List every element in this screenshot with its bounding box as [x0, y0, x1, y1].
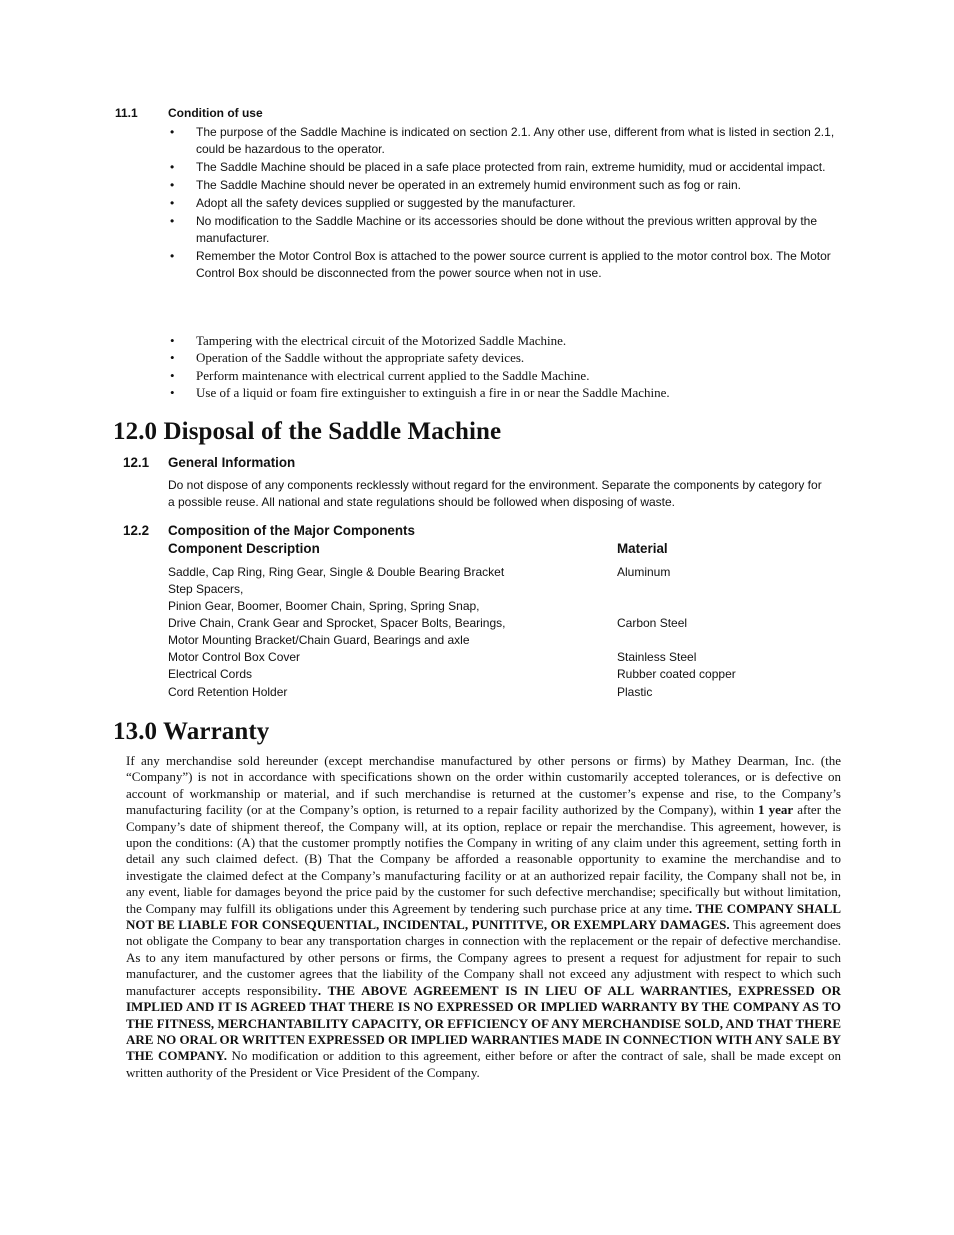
table-row — [168, 666, 848, 684]
warranty-text: If any merchandise sold hereunder (except merchandise manufactured by other persons or firms) by Mathey Dearman, Inc. (the “Company”) is not in accordance with specifications shown on the order within customarily accepted tolerances, or is defective on account of workmanship or material, and if such merchandise is returned at the customer’s expense and rise, to the Company’s manufacturing facility (or at the Company’s option, is returned to a repair facility authorized by the Company), within 1 year after the Company’s date of shipment thereof, the Company will, at its option, replace or repair the merchandise. This agreement, however, is upon the conditions: (A) that the customer promptly notifies the Company in writing of any claim under this agreement, setting forth in detail any such claimed defect. (B) That the Company be afforded a reasonable opportunity to examine the merchandise and to investigate the claimed defect at the Company’s manufacturing facility or at an authorized repair facility, the Company shall not be, in any event, liable for damages beyond the price paid by the customer for such defective merchandise; specifically but without limitation, the Company may fulfill its obligations under this Agreement by tendering such purchase price at any time. THE COMPANY SHALL NOT BE LIABLE FOR CONSEQUENTIAL, INCIDENTAL, PUNITITVE, OR EXEMPLARY DAMAGES. This agreement does not obligate the Company to bear any transportation charges in connection with the replacement or the repair of defective merchandise. As to any item manufactured by other persons or firms, the Company agrees to present a request for adjustment for repair to such manufacturer, and the customer agrees that the liability of the Company shall not exceed any adjustment with respect to which such manufacturer accepts responsibility. THE ABOVE AGREEMENT IS IN LIEU OF ALL WARRANTIES, EXPRESSED OR IMPLIED AND IT IS AGREED THAT THERE IS NO EXPRESSED OR IMPLIED WARRANTY BY THE COMPANY AS TO THE FITNESS, MERCHANTABILITY CAPACITY, OR EFFICIENCY OF ANY MERCHANDISE SOLD, AND THAT THERE ARE NO ORAL OR WRITTEN EXPRESSED OR IMPLIED WARRANTIES MADE IN CONNECTION WITH ANY SALE BY THE COMPANY. No modification or addition to this agreement, either before or after the contract of sale, shall be made except on written authority of the President or Vice President of the Company. — [126, 753, 842, 1080]
components-table — [168, 564, 848, 701]
component-description: Electrical Cords — [168, 667, 253, 681]
component-description: Motor Mounting Bracket/Chain Guard, Bearings and axle — [168, 633, 470, 647]
list-item: • Operation of the Saddle without the appropriate safety devices. — [170, 350, 525, 366]
component-description: Saddle, Cap Ring, Ring Gear, Single & Double Bearing Bracket — [168, 565, 505, 579]
component-material: Aluminum — [617, 565, 671, 579]
table-row — [168, 649, 848, 666]
section-number: 11.1 — [115, 106, 138, 120]
prohibited-actions-list — [168, 332, 840, 402]
list-item: • Tampering with the electrical circuit of the Motorized Saddle Machine. — [170, 333, 567, 348]
component-material: Plastic — [617, 685, 653, 699]
column-header-description: Component Description — [168, 541, 320, 556]
section-title: Condition of use — [168, 106, 263, 120]
component-material: Carbon Steel — [617, 616, 688, 630]
bullet-icon: • — [170, 350, 175, 366]
condition-of-use-list — [168, 124, 840, 283]
list-item: • The purpose of the Saddle Machine is indicated on section 2.1. Any other use, different from what is listed in section 2.1, could be hazardous to the operator. — [170, 125, 835, 156]
section-12-2-heading — [123, 523, 415, 538]
table-row — [168, 632, 848, 649]
section-number: 12.2 — [123, 523, 150, 538]
table-row — [168, 684, 848, 701]
table-row — [168, 598, 848, 615]
component-description: Step Spacers, — [168, 582, 244, 596]
section-title: General Information — [168, 455, 296, 470]
bullet-icon: • — [170, 178, 175, 192]
bullet-icon: • — [170, 214, 175, 228]
list-item: • No modification to the Saddle Machine or its accessories should be done without the previous written approval by the manufacturer. — [170, 214, 818, 245]
table-row — [168, 564, 848, 581]
general-information-text: Do not dispose of any components recklessly without regard for the environment. Separate the components by category for a possible reuse. All national and state regulations should be followed when disposing of waste. — [168, 478, 822, 509]
bullet-icon: • — [170, 367, 175, 383]
bullet-icon: • — [170, 333, 175, 348]
section-12-heading: 12.0 Disposal of the Saddle Machine — [113, 418, 502, 445]
bullet-icon: • — [170, 385, 175, 401]
bullet-icon: • — [170, 249, 175, 263]
list-item: • Adopt all the safety devices supplied or suggested by the manufacturer. — [170, 196, 576, 210]
list-item: • Use of a liquid or foam fire extinguisher to extinguish a fire in or near the Saddle Machine. — [170, 385, 670, 401]
component-description: Cord Retention Holder — [168, 685, 288, 699]
bullet-icon: • — [170, 160, 175, 174]
section-title: Composition of the Major Components — [168, 523, 415, 538]
section-12-1-heading — [123, 455, 295, 470]
component-description: Drive Chain, Crank Gear and Sprocket, Spacer Bolts, Bearings, — [168, 616, 506, 630]
section-number: 12.1 — [123, 455, 150, 470]
component-description: Pinion Gear, Boomer, Boomer Chain, Spring, Spring Snap, — [168, 599, 480, 613]
section-13-heading: 13.0 Warranty — [113, 718, 270, 745]
component-material: Rubber coated copper — [617, 667, 736, 681]
list-item: • Remember the Motor Control Box is attached to the power source current is applied to the motor control box. The Motor Control Box should be disconnected from the power source when not in use. — [170, 249, 831, 280]
table-row — [168, 615, 848, 632]
bullet-icon: • — [170, 196, 175, 210]
section-11-1-heading — [115, 106, 263, 120]
list-item: • The Saddle Machine should be placed in a safe place protected from rain, extreme humidity, mud or accidental impact. — [170, 160, 826, 174]
column-header-material: Material — [617, 541, 668, 556]
table-row — [168, 581, 848, 598]
list-item: • The Saddle Machine should never be operated in an extremely humid environment such as fog or rain. — [170, 178, 741, 192]
component-material: Stainless Steel — [617, 650, 697, 664]
list-item: • Perform maintenance with electrical current applied to the Saddle Machine. — [170, 367, 590, 383]
component-description: Motor Control Box Cover — [168, 650, 301, 664]
bullet-icon: • — [170, 125, 175, 139]
